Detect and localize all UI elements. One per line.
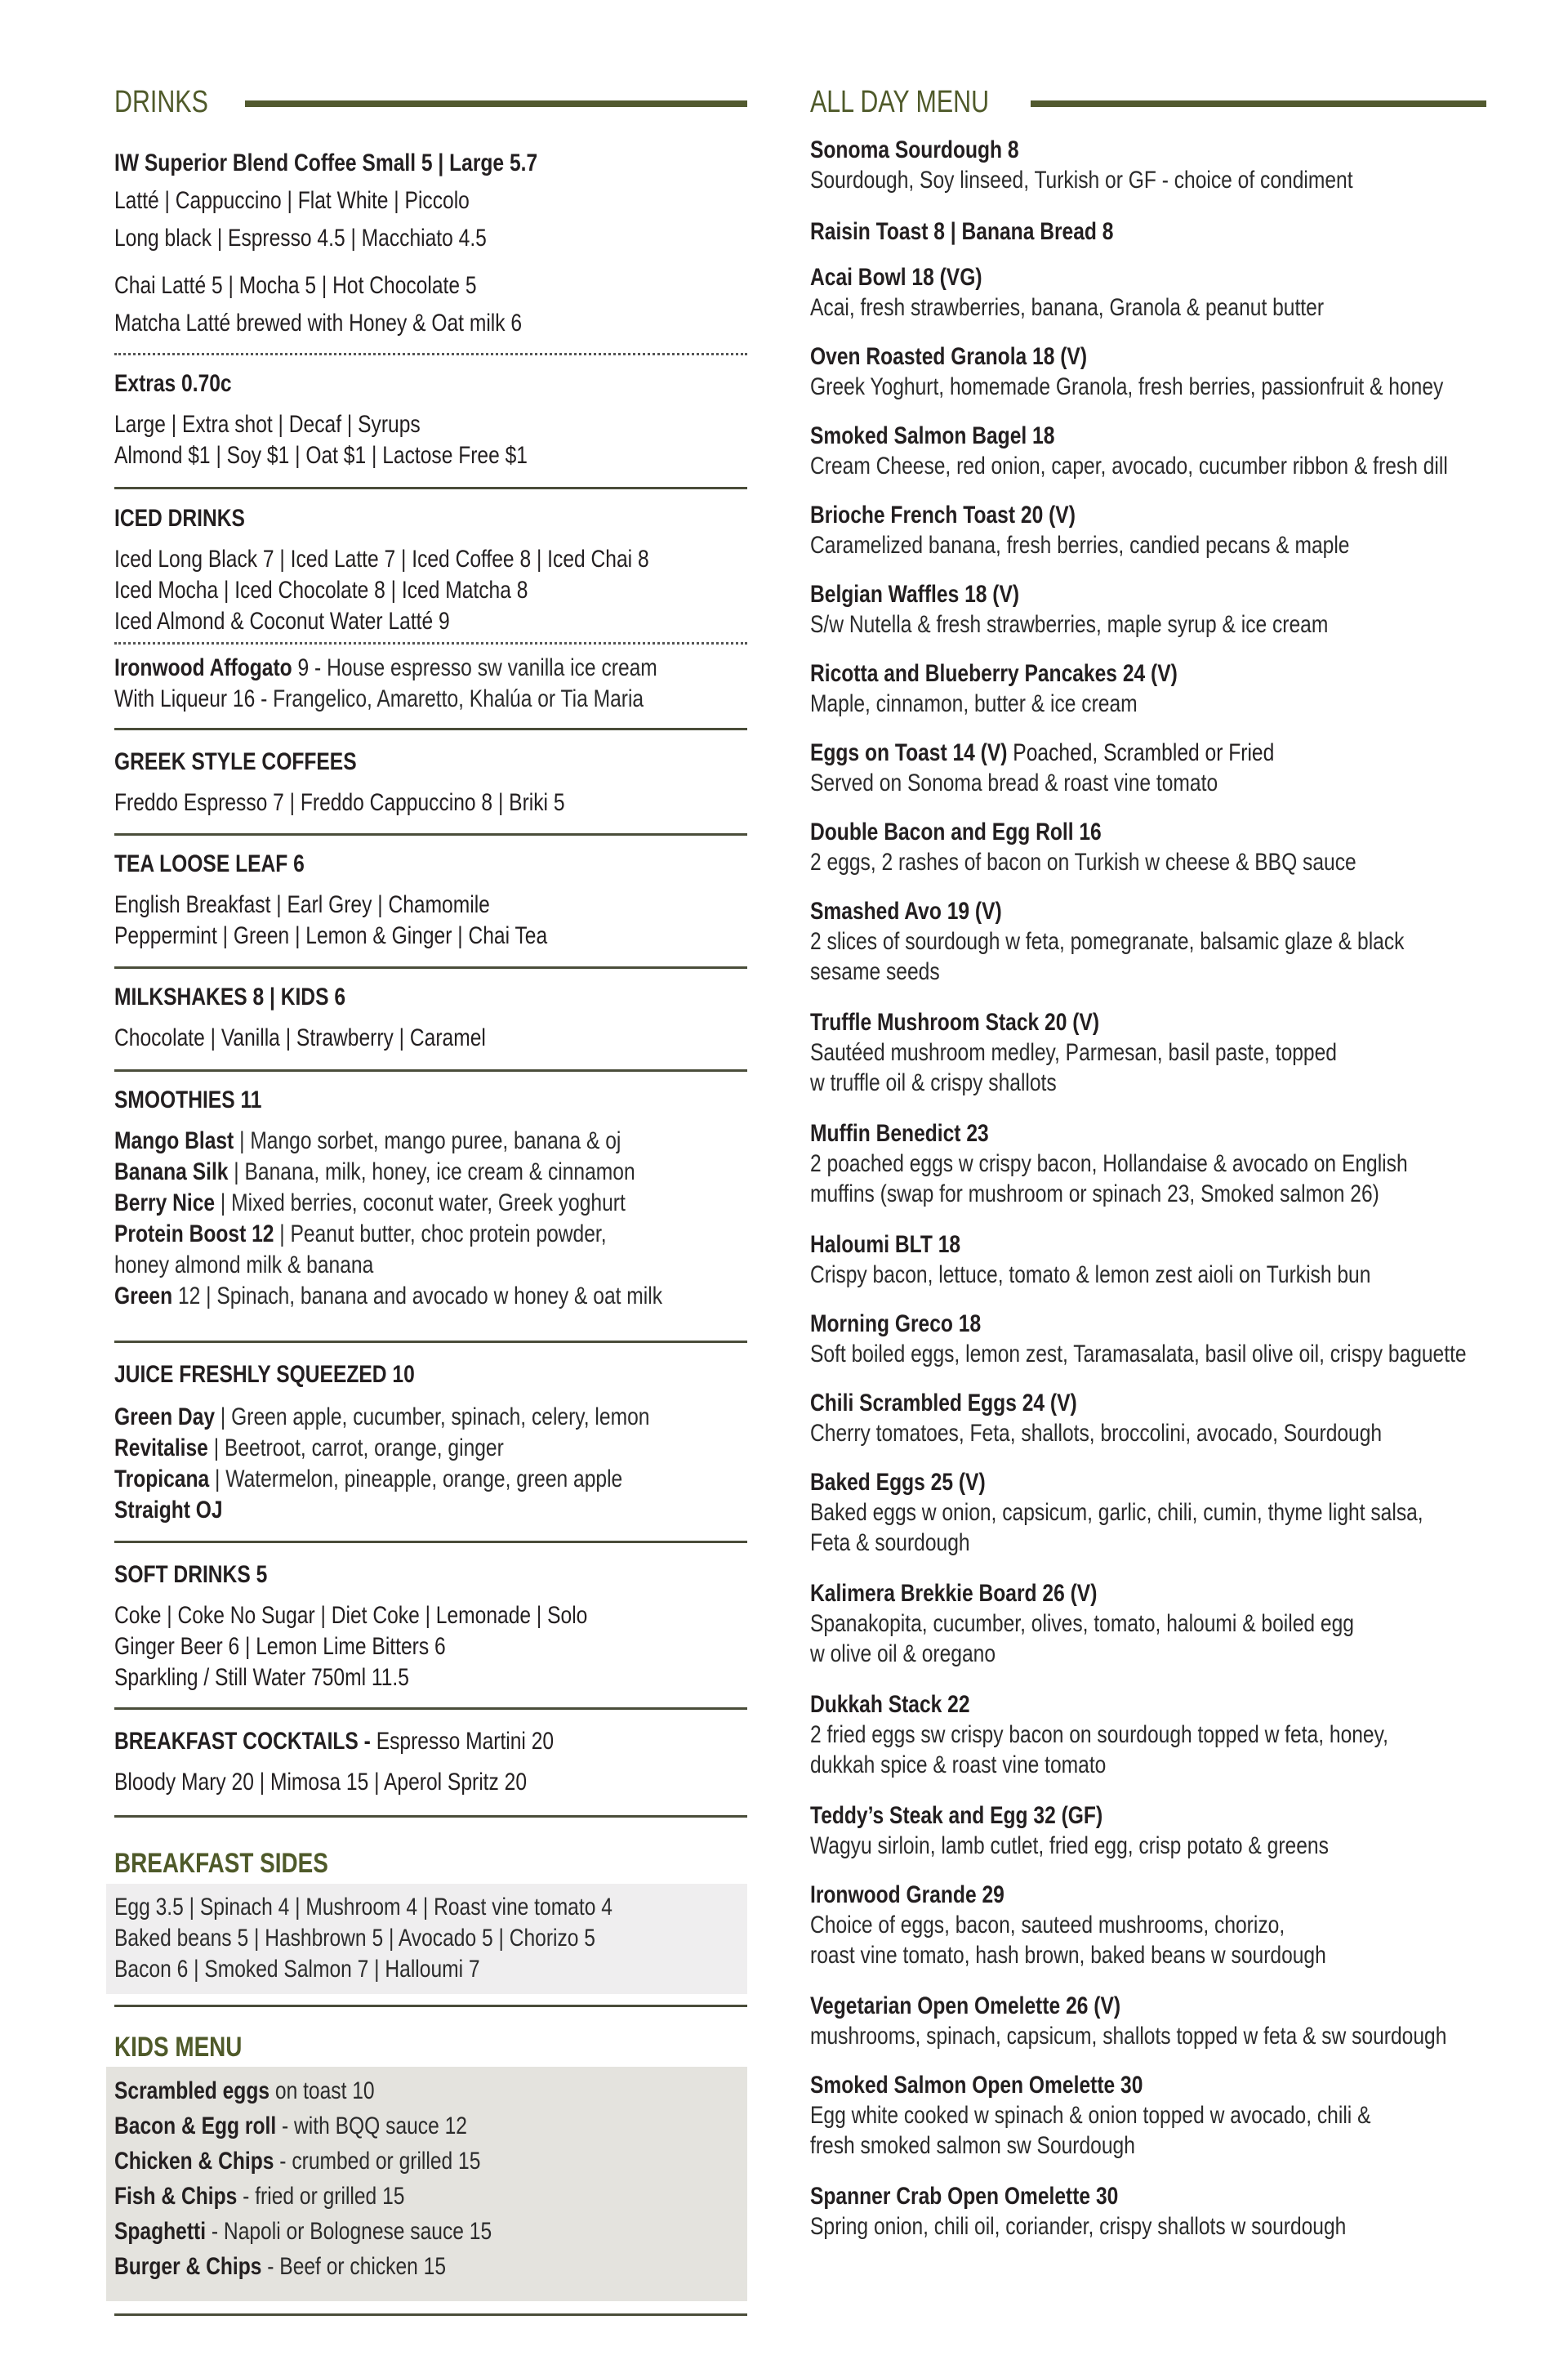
menu-item-name: Brioche French Toast 20 (V): [810, 502, 1076, 529]
menu-item-description: w olive oil & oregano: [810, 1640, 996, 1667]
menu-item-title: [810, 1800, 1102, 1831]
sides-line-3: Bacon 6 | Smoked Salmon 7 | Halloumi 7: [114, 1956, 480, 1983]
smoothie-desc: honey almond milk & banana: [114, 1251, 374, 1278]
cocktails-title-rest: Espresso Martini 20: [376, 1728, 555, 1755]
coffee-line-5: Matcha Latté brewed with Honey & Oat milk 6: [114, 310, 523, 337]
cocktails-line-1: Bloody Mary 20 | Mimosa 15 | Aperol Spritz 20: [114, 1769, 528, 1796]
menu-item-description: Egg white cooked w spinach & onion topped w avocado, chili &: [810, 2102, 1371, 2129]
affogato-price: 9 -: [292, 654, 327, 681]
menu-item-description: 2 slices of sourdough w feta, pomegranate, balsamic glaze & black: [810, 928, 1405, 955]
menu-item-description: Wagyu sirloin, lamb cutlet, fried egg, crisp potato & greens: [810, 1832, 1329, 1859]
menu-item-name: Belgian Waffles 18 (V): [810, 581, 1020, 608]
menu-item-name: Chili Scrambled Eggs 24 (V): [810, 1390, 1077, 1416]
kids-item-desc: - with BQQ sauce 12: [276, 2112, 467, 2139]
menu-item-name: Oven Roasted Granola 18 (V): [810, 343, 1088, 370]
menu-item-name: Ricotta and Blueberry Pancakes 24 (V): [810, 660, 1178, 687]
menu-item-title: [810, 2181, 1118, 2212]
smoothie-item: [114, 1219, 607, 1250]
section-divider: [114, 966, 747, 969]
all-day-title: ALL DAY MENU: [810, 85, 990, 119]
section-divider: [114, 728, 747, 730]
menu-item-title: [810, 579, 1019, 610]
kids-item-desc: - Beef or chicken 15: [261, 2253, 447, 2280]
sides-line-1: Egg 3.5 | Spinach 4 | Mushroom 4 | Roast vine tomato 4: [114, 1894, 612, 1921]
kids-item-name: Burger & Chips: [114, 2253, 262, 2280]
kids-item: [114, 2111, 467, 2142]
affogato-desc: House espresso sw vanilla ice cream: [327, 654, 657, 681]
milkshakes-line-1: Chocolate | Vanilla | Strawberry | Caramel: [114, 1024, 486, 1051]
kids-item: [114, 2251, 446, 2282]
cocktails-title: BREAKFAST COCKTAILS -: [114, 1728, 376, 1755]
smoothie-item: [114, 1250, 373, 1281]
menu-item-name: Muffin Benedict 23: [810, 1120, 989, 1147]
menu-item-description: roast vine tomato, hash brown, baked beans w sourdough: [810, 1942, 1326, 1969]
coffee-line-1: IW Superior Blend Coffee Small 5 | Large 5.7: [114, 149, 538, 176]
section-divider: [114, 487, 747, 489]
menu-item-title: [810, 341, 1087, 373]
kids-item: [114, 2146, 480, 2177]
menu-item-description: 2 poached eggs w crispy bacon, Hollandaise & avocado on English: [810, 1150, 1408, 1177]
all-day-header-bar: [1031, 100, 1486, 107]
tea-line-1: English Breakfast | Earl Grey | Chamomile: [114, 891, 490, 918]
smoothie-desc: | Peanut butter, choc protein powder,: [274, 1220, 607, 1247]
sides-line-2: Baked beans 5 | Hashbrown 5 | Avocado 5 | Chorizo 5: [114, 1925, 595, 1952]
menu-item-description: Sourdough, Soy linseed, Turkish or GF - choice of condiment: [810, 167, 1353, 194]
kids-item-desc: on toast 10: [270, 2077, 375, 2104]
smoothie-name: Protein Boost 12: [114, 1220, 274, 1247]
menu-item-description: Greek Yoghurt, homemade Granola, fresh berries, passionfruit & honey: [810, 373, 1444, 400]
kids-title: KIDS MENU: [114, 2032, 243, 2063]
menu-item-name: Double Bacon and Egg Roll 16: [810, 819, 1102, 845]
tea-title: TEA LOOSE LEAF 6: [114, 850, 305, 877]
sides-title: BREAKFAST SIDES: [114, 1848, 328, 1879]
menu-item-name: Acai Bowl 18 (VG): [810, 264, 982, 291]
greek-line-1: Freddo Espresso 7 | Freddo Cappuccino 8 | Briki 5: [114, 789, 565, 816]
smoothie-name: Green: [114, 1283, 173, 1309]
menu-item-title: [810, 738, 1274, 769]
kids-item-desc: - crumbed or grilled 15: [274, 2148, 481, 2175]
juice-name: Tropicana: [114, 1466, 210, 1492]
menu-item-title: [810, 421, 1054, 452]
tea-line-2: Peppermint | Green | Lemon & Ginger | Chai Tea: [114, 922, 548, 949]
menu-item-description: Baked eggs w onion, capsicum, garlic, chili, cumin, thyme light salsa,: [810, 1499, 1423, 1526]
menu-item-name: Baked Eggs 25 (V): [810, 1469, 986, 1496]
menu-item-description: Feta & sourdough: [810, 1529, 970, 1556]
menu-item-description: Choice of eggs, bacon, sauteed mushrooms, chorizo,: [810, 1912, 1285, 1938]
section-divider: [114, 1707, 747, 1710]
kids-item-name: Spaghetti: [114, 2218, 207, 2245]
menu-item-name: Morning Greco 18: [810, 1310, 982, 1337]
menu-item-title: [810, 1229, 960, 1260]
smoothie-desc: | Mixed berries, coconut water, Greek yoghurt: [215, 1189, 626, 1216]
juice-name: Green Day: [114, 1403, 216, 1430]
section-divider: [114, 1815, 747, 1818]
menu-item-description: Spanakopita, cucumber, olives, tomato, haloumi & boiled egg: [810, 1610, 1354, 1637]
menu-item-title: [810, 2070, 1143, 2101]
menu-item-description: Cream Cheese, red onion, caper, avocado, cucumber ribbon & fresh dill: [810, 453, 1448, 480]
menu-item-description: w truffle oil & crispy shallots: [810, 1069, 1057, 1096]
menu-item-title: [810, 216, 1113, 248]
iced-line-2: Iced Mocha | Iced Chocolate 8 | Iced Matcha 8: [114, 577, 528, 604]
soft-line-1: Coke | Coke No Sugar | Diet Coke | Lemonade | Solo: [114, 1602, 588, 1629]
smoothie-name: Berry Nice: [114, 1189, 216, 1216]
menu-item-description: dukkah spice & roast vine tomato: [810, 1751, 1107, 1778]
kids-item-name: Bacon & Egg roll: [114, 2112, 277, 2139]
greek-title: GREEK STYLE COFFEES: [114, 748, 357, 775]
smoothie-desc: 12 | Spinach, banana and avocado w honey & oat milk: [172, 1283, 663, 1309]
menu-item-description: Caramelized banana, fresh berries, candied pecans & maple: [810, 532, 1350, 559]
menu-item-title: [810, 1578, 1097, 1609]
juice-item: [114, 1495, 223, 1526]
menu-item-description: 2 fried eggs sw crispy bacon on sourdough topped w feta, honey,: [810, 1721, 1388, 1748]
section-divider: [114, 833, 747, 836]
liqueur-line: [114, 684, 644, 715]
menu-item-name: Smoked Salmon Open Omelette 30: [810, 2072, 1143, 2099]
section-divider: [114, 1341, 747, 1343]
section-divider: [114, 2005, 747, 2007]
kids-item-name: Chicken & Chips: [114, 2148, 274, 2175]
menu-item-description: Crispy bacon, lettuce, tomato & lemon zest aioli on Turkish bun: [810, 1261, 1371, 1288]
cocktails-title-line: [114, 1726, 554, 1757]
kids-item-name: Scrambled eggs: [114, 2077, 270, 2104]
menu-item-name: Smashed Avo 19 (V): [810, 898, 1002, 925]
juice-desc: | Watermelon, pineapple, orange, green apple: [209, 1466, 623, 1492]
menu-item-description: Soft boiled eggs, lemon zest, Taramasalata, basil olive oil, crispy baguette: [810, 1341, 1467, 1367]
coffee-line-3: Long black | Espresso 4.5 | Macchiato 4.5: [114, 225, 487, 252]
all-day-header: [810, 82, 1486, 123]
menu-item-name: Teddy’s Steak and Egg 32 (GF): [810, 1802, 1103, 1829]
iced-title: ICED DRINKS: [114, 505, 245, 532]
juice-name: Revitalise: [114, 1434, 208, 1461]
smoothie-name: Banana Silk: [114, 1158, 229, 1185]
menu-item-description: mushrooms, spinach, capsicum, shallots topped w feta & sw sourdough: [810, 2023, 1447, 2050]
menu-item-description: S/w Nutella & fresh strawberries, maple syrup & ice cream: [810, 611, 1329, 638]
kids-item: [114, 2216, 492, 2247]
smoothie-name: Mango Blast: [114, 1127, 234, 1154]
juice-title: JUICE FRESHLY SQUEEZED 10: [114, 1361, 415, 1388]
menu-item-description: Sautéed mushroom medley, Parmesan, basil paste, topped: [810, 1039, 1337, 1066]
menu-item-name: Ironwood Grande 29: [810, 1881, 1004, 1908]
affogato-line: [114, 653, 657, 684]
menu-item-name: Raisin Toast 8 | Banana Bread 8: [810, 218, 1114, 245]
dotted-divider: [114, 642, 747, 645]
menu-item-title: [810, 135, 1019, 166]
menu-item-title: [810, 1880, 1004, 1911]
menu-item-title: [810, 1991, 1120, 2022]
menu-item-name: Sonoma Sourdough 8: [810, 136, 1019, 163]
menu-item-name: Truffle Mushroom Stack 20 (V): [810, 1009, 1100, 1036]
coffee-line-4: Chai Latté 5 | Mocha 5 | Hot Chocolate 5: [114, 272, 477, 299]
menu-item-title: [810, 1118, 989, 1149]
juice-item: [114, 1402, 649, 1433]
liqueur-desc: Frangelico, Amaretto, Khalúa or Tia Maria: [273, 685, 644, 712]
extras-title: Extras 0.70c: [114, 370, 232, 397]
smoothie-item: [114, 1188, 626, 1219]
drinks-title: DRINKS: [114, 85, 208, 119]
menu-item-title: [810, 1467, 986, 1498]
menu-item-title: [810, 500, 1076, 531]
smoothie-desc: | Mango sorbet, mango puree, banana & oj: [234, 1127, 621, 1154]
menu-item-title: [810, 896, 1002, 927]
smoothies-title: SMOOTHIES 11: [114, 1086, 262, 1113]
menu-item-name-extra: Poached, Scrambled or Fried: [1007, 739, 1275, 766]
affogato-name: Ironwood Affogato: [114, 654, 292, 681]
soft-line-3: Sparkling / Still Water 750ml 11.5: [114, 1664, 409, 1691]
menu-item-title: [810, 1309, 981, 1340]
juice-desc: | Beetroot, carrot, orange, ginger: [207, 1434, 504, 1461]
menu-item-title: [810, 1388, 1077, 1419]
menu-item-title: [810, 1689, 970, 1720]
menu-item-name: Haloumi BLT 18: [810, 1231, 961, 1258]
menu-item-name: Spanner Crab Open Omelette 30: [810, 2183, 1119, 2210]
kids-item: [114, 2181, 404, 2212]
menu-item-name: Vegetarian Open Omelette 26 (V): [810, 1992, 1121, 2019]
menu-item-title: [810, 658, 1178, 689]
kids-item-desc: - fried or grilled 15: [237, 2183, 405, 2210]
coffee-line-2: Latté | Cappuccino | Flat White | Piccolo: [114, 187, 470, 214]
menu-item-name: Eggs on Toast 14 (V): [810, 739, 1008, 766]
kids-item: [114, 2076, 375, 2107]
menu-item-description: muffins (swap for mushroom or spinach 23, Smoked salmon 26): [810, 1180, 1379, 1207]
menu-item-description: Spring onion, chili oil, coriander, crispy shallots w sourdough: [810, 2213, 1347, 2240]
menu-item-description: Cherry tomatoes, Feta, shallots, broccolini, avocado, Sourdough: [810, 1420, 1383, 1447]
juice-desc: | Green apple, cucumber, spinach, celery, lemon: [215, 1403, 650, 1430]
smoothie-desc: | Banana, milk, honey, ice cream & cinnamon: [228, 1158, 635, 1185]
menu-item-title: [810, 817, 1102, 848]
dotted-divider: [114, 353, 747, 355]
juice-item: [114, 1464, 622, 1495]
smoothie-item: [114, 1126, 621, 1157]
smoothie-item: [114, 1281, 662, 1312]
menu-item-description: Maple, cinnamon, butter & ice cream: [810, 690, 1138, 717]
menu-item-description: 2 eggs, 2 rashes of bacon on Turkish w cheese & BBQ sauce: [810, 849, 1356, 876]
extras-line-2: Almond $1 | Soy $1 | Oat $1 | Lactose Free $1: [114, 442, 528, 469]
menu-item-title: [810, 1007, 1099, 1038]
section-divider: [114, 2313, 747, 2316]
kids-item-name: Fish & Chips: [114, 2183, 238, 2210]
section-divider: [114, 1541, 747, 1543]
menu-item-description: Acai, fresh strawberries, banana, Granola & peanut butter: [810, 294, 1325, 321]
kids-item-desc: - Napoli or Bolognese sauce 15: [206, 2218, 492, 2245]
liqueur-name: With Liqueur 16 -: [114, 685, 274, 712]
menu-item-description: Served on Sonoma bread & roast vine tomato: [810, 770, 1218, 796]
drinks-header: [114, 82, 747, 123]
juice-item: [114, 1433, 504, 1464]
menu-item-title: [810, 262, 982, 293]
menu-item-name: Kalimera Brekkie Board 26 (V): [810, 1580, 1098, 1607]
extras-line-1: Large | Extra shot | Decaf | Syrups: [114, 411, 421, 438]
menu-item-description: sesame seeds: [810, 958, 940, 985]
drinks-header-bar: [245, 100, 747, 107]
smoothie-item: [114, 1157, 635, 1188]
iced-line-1: Iced Long Black 7 | Iced Latte 7 | Iced Coffee 8 | Iced Chai 8: [114, 546, 649, 573]
milkshakes-title: MILKSHAKES 8 | KIDS 6: [114, 984, 346, 1011]
soft-line-2: Ginger Beer 6 | Lemon Lime Bitters 6: [114, 1633, 446, 1660]
menu-item-description: fresh smoked salmon sw Sourdough: [810, 2132, 1135, 2159]
menu-item-name: Smoked Salmon Bagel 18: [810, 422, 1055, 449]
soft-title: SOFT DRINKS 5: [114, 1561, 268, 1588]
iced-line-3: Iced Almond & Coconut Water Latté 9: [114, 608, 450, 635]
menu-item-name: Dukkah Stack 22: [810, 1691, 970, 1718]
section-divider: [114, 1069, 747, 1072]
juice-name: Straight OJ: [114, 1497, 223, 1524]
